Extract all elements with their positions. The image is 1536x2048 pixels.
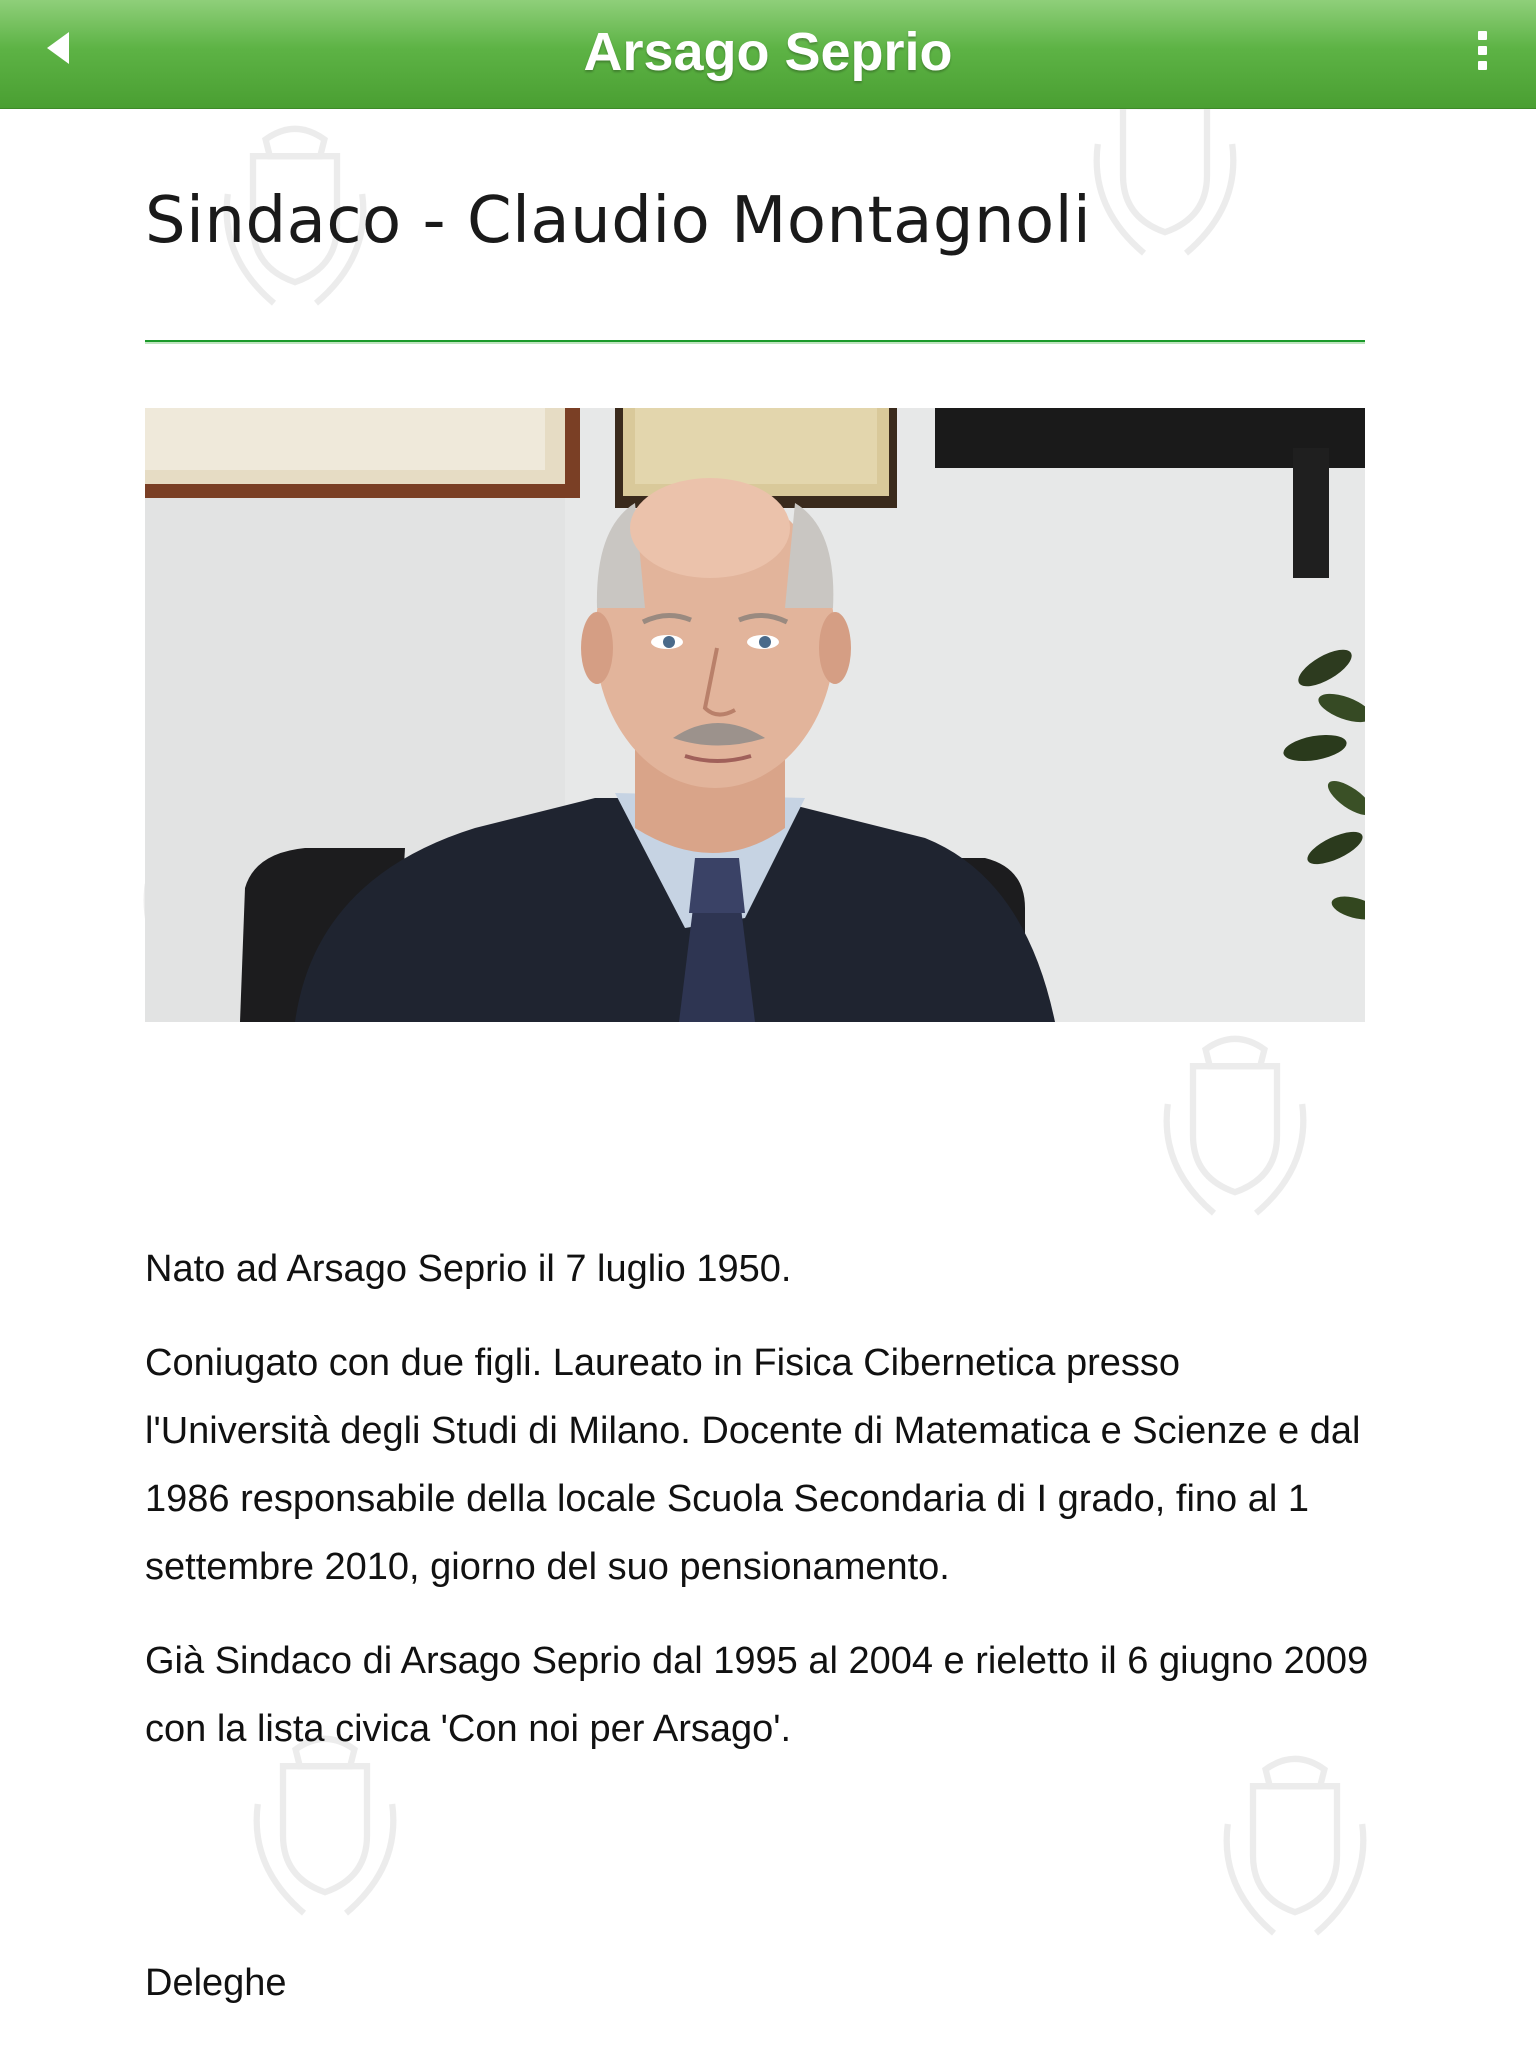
overflow-menu-icon-dot [1478,46,1487,55]
portrait-image [145,408,1365,1022]
overflow-menu-icon-dot [1478,61,1487,70]
overflow-menu-button[interactable] [1462,22,1502,78]
app-bar [0,0,1536,109]
bio-paragraph: Già Sindaco di Arsago Seprio dal 1995 al 2004 e rieletto il 6 giugno 2009 con la lista civica 'Con noi per Arsago'. [145,1640,1369,1750]
delegations-heading: Deleghe [145,1962,287,2004]
title-divider [145,340,1365,344]
bio-paragraph: Coniugato con due figli. Laureato in Fisica Cibernetica presso l'Università degli Studi di Milano. Docente di Matematica e Scienze e dal 1986 responsabile della locale Scuola Secondaria di I grado, fino al 1 settembre 2010, giorno del suo pensionamento. [145,1342,1361,1588]
crest-watermark-icon [1130,1020,1340,1230]
bio-paragraph: Nato ad Arsago Seprio il 7 luglio 1950. [145,1248,792,1290]
page-title: Sindaco - Claudio Montagnoli [145,184,1092,258]
overflow-menu-icon [1478,31,1487,40]
mayor-photo [145,408,1365,1022]
app-title: Arsago Seprio [583,22,953,82]
biography [145,1235,1375,1789]
